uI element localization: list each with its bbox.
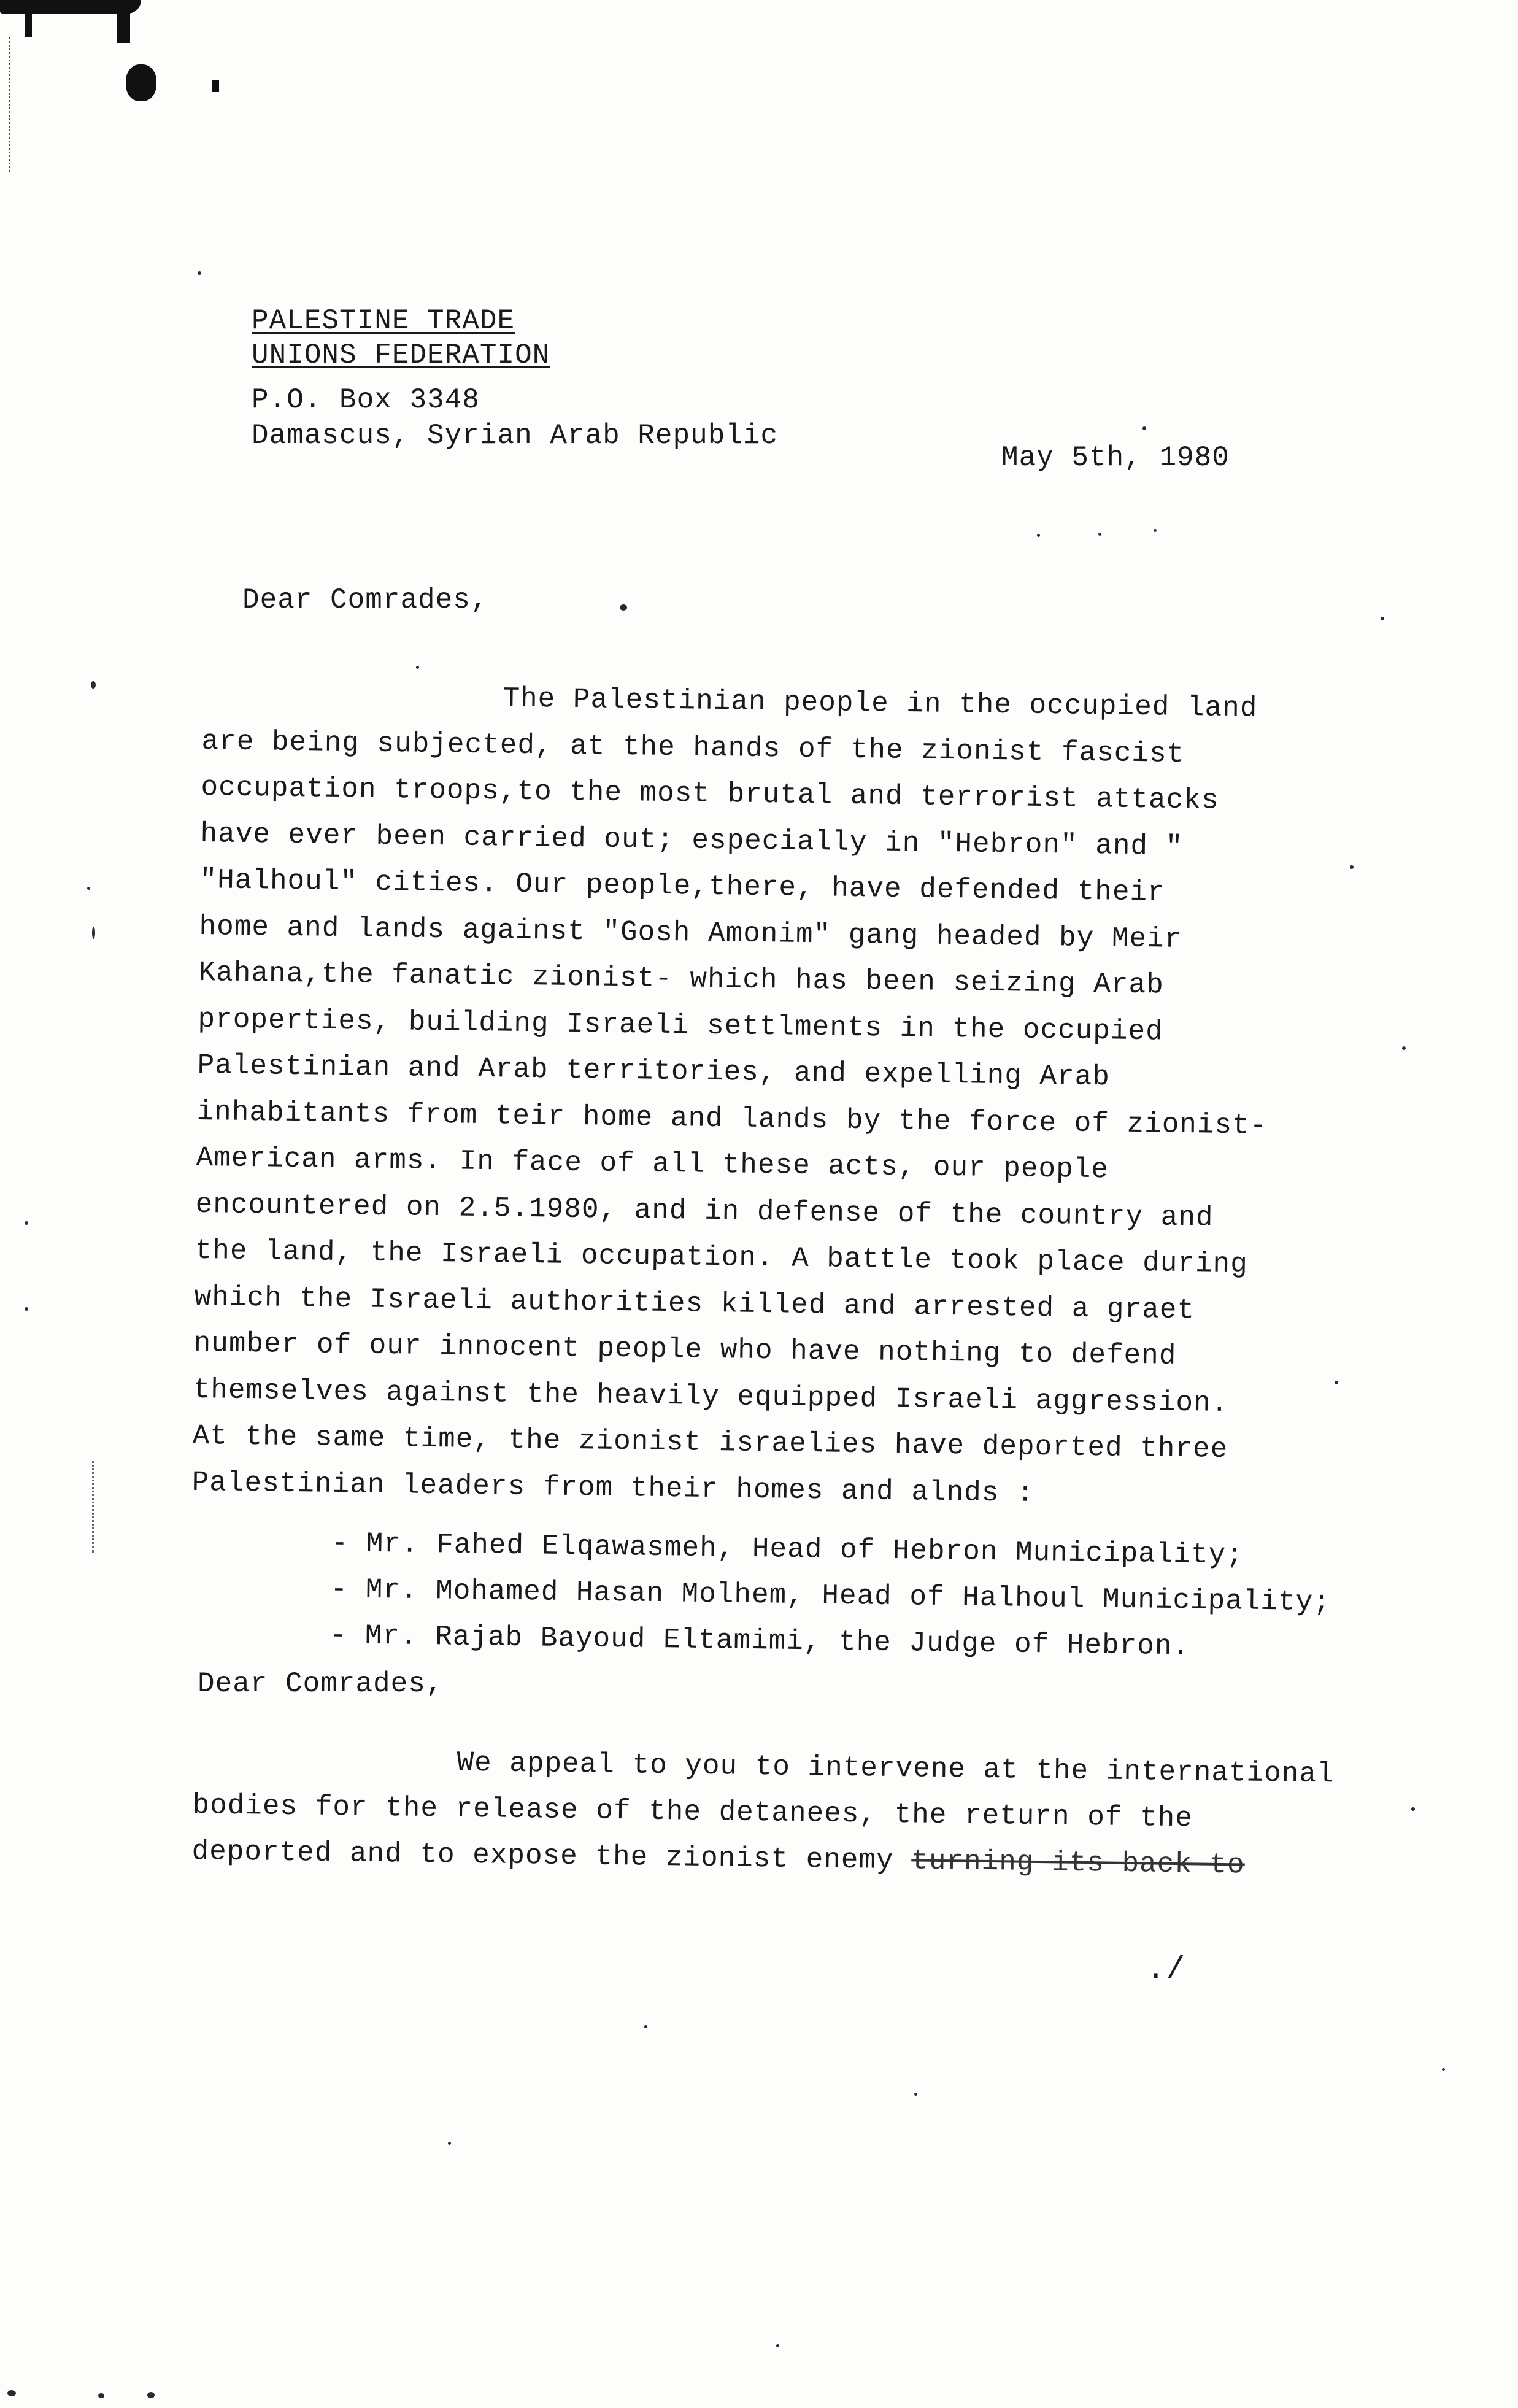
- paragraph-line: inhabitants from teir home and lands by the force of zionist-: [196, 1095, 1268, 1142]
- ink-blot: [212, 80, 219, 92]
- speck: [147, 2392, 155, 2398]
- struck-through-text: turning its back to: [911, 1845, 1246, 1881]
- paragraph-line: Kahana,the fanatic zionist- which has been seizing Arab: [198, 956, 1165, 1001]
- speck: [1098, 533, 1101, 536]
- paragraph-line-text: deported and to expose the zionist enemy: [191, 1835, 912, 1877]
- paragraph-line: Palestinian and Arab territories, and expelling Arab: [197, 1049, 1111, 1094]
- speck: [25, 1221, 28, 1225]
- letterhead-line-2: UNIONS FEDERATION: [252, 339, 550, 371]
- paragraph-line: Palestinian leaders from their homes and alnds :: [191, 1466, 1034, 1510]
- speck: [1381, 617, 1384, 620]
- paragraph-line: properties, building Israeli settlments in the occupied: [198, 1003, 1164, 1048]
- paragraph-line: have ever been carried out; especially in "Hebron" and ": [200, 817, 1184, 863]
- speck: [92, 927, 95, 939]
- paragraph-line: number of our innocent people who have nothing to defend: [193, 1327, 1177, 1372]
- speck: [1154, 529, 1157, 532]
- speck: [448, 2142, 451, 2145]
- address-line-1: P.O. Box 3348: [252, 384, 480, 416]
- speck: [1442, 2068, 1445, 2071]
- paragraph-line: home and lands against "Gosh Amonim" gang headed by Meir: [199, 910, 1182, 955]
- letterhead-line-1: PALESTINE TRADE: [252, 305, 515, 337]
- speck: [644, 2025, 647, 2028]
- paragraph-line: themselves against the heavily equipped Israeli aggression.: [193, 1373, 1229, 1419]
- list-item: - Mr. Rajab Bayoud Eltamimi, the Judge of Hebron.: [329, 1619, 1190, 1663]
- speck: [1411, 1807, 1415, 1811]
- paragraph-line: occupation troops,to the most brutal and terrorist attacks: [201, 771, 1219, 817]
- address-line-2: Damascus, Syrian Arab Republic: [252, 420, 779, 452]
- scan-edge-artifact: [92, 1461, 94, 1553]
- paragraph-line: "Halhoul" cities. Our people,there, have defended their: [199, 863, 1166, 909]
- paragraph-line: which the Israeli authorities killed and arrested a graet: [194, 1281, 1195, 1326]
- salutation-second: Dear Comrades,: [198, 1668, 444, 1700]
- deported-leaders-list: [329, 1521, 1331, 1672]
- speck: [914, 2093, 917, 2096]
- speck: [620, 604, 627, 611]
- paragraph-line: encountered on 2.5.1980, and in defense of the country and: [195, 1188, 1214, 1234]
- paragraph-line: The Palestinian people in the occupied land: [503, 682, 1258, 725]
- paragraph-line: bodies for the release of the detanees, the return of the: [192, 1789, 1193, 1835]
- scan-edge-artifact: [9, 37, 10, 172]
- paragraph-line: the land, the Israeli occupation. A battle took place during: [195, 1234, 1249, 1281]
- body-paragraph: [191, 672, 1417, 1522]
- speck: [7, 2390, 16, 2396]
- speck: [198, 271, 201, 275]
- salutation-first: Dear Comrades,: [242, 584, 488, 616]
- continuation-mark: ./: [1146, 1951, 1186, 1988]
- speck: [25, 1307, 28, 1311]
- closing-paragraph: [191, 1737, 1335, 1889]
- paragraph-line: are being subjected, at the hands of the zionist fascist: [201, 725, 1185, 770]
- speck: [1037, 534, 1040, 537]
- speck: [87, 887, 90, 890]
- speck: [1142, 426, 1146, 430]
- speck: [98, 2393, 104, 2398]
- speck: [91, 681, 96, 689]
- letterhead: [252, 304, 550, 372]
- paragraph-line: We appeal to you to intervene at the international: [457, 1746, 1335, 1791]
- top-edge-mark: [25, 9, 32, 37]
- list-item: - Mr. Fahed Elqawasmeh, Head of Hebron Municipality;: [331, 1527, 1244, 1572]
- paragraph-line: American arms. In face of all these acts, our people: [196, 1141, 1109, 1186]
- sender-address: [252, 382, 778, 453]
- paragraph-line: At the same time, the zionist israelies have deported three: [192, 1419, 1228, 1465]
- list-item: - Mr. Mohamed Hasan Molhem, Head of Halhoul Municipality;: [330, 1573, 1331, 1619]
- letter-date: May 5th, 1980: [1001, 442, 1230, 474]
- top-edge-mark: [117, 9, 130, 43]
- ink-blot: [126, 64, 156, 101]
- speck: [416, 666, 419, 669]
- speck: [776, 2344, 779, 2347]
